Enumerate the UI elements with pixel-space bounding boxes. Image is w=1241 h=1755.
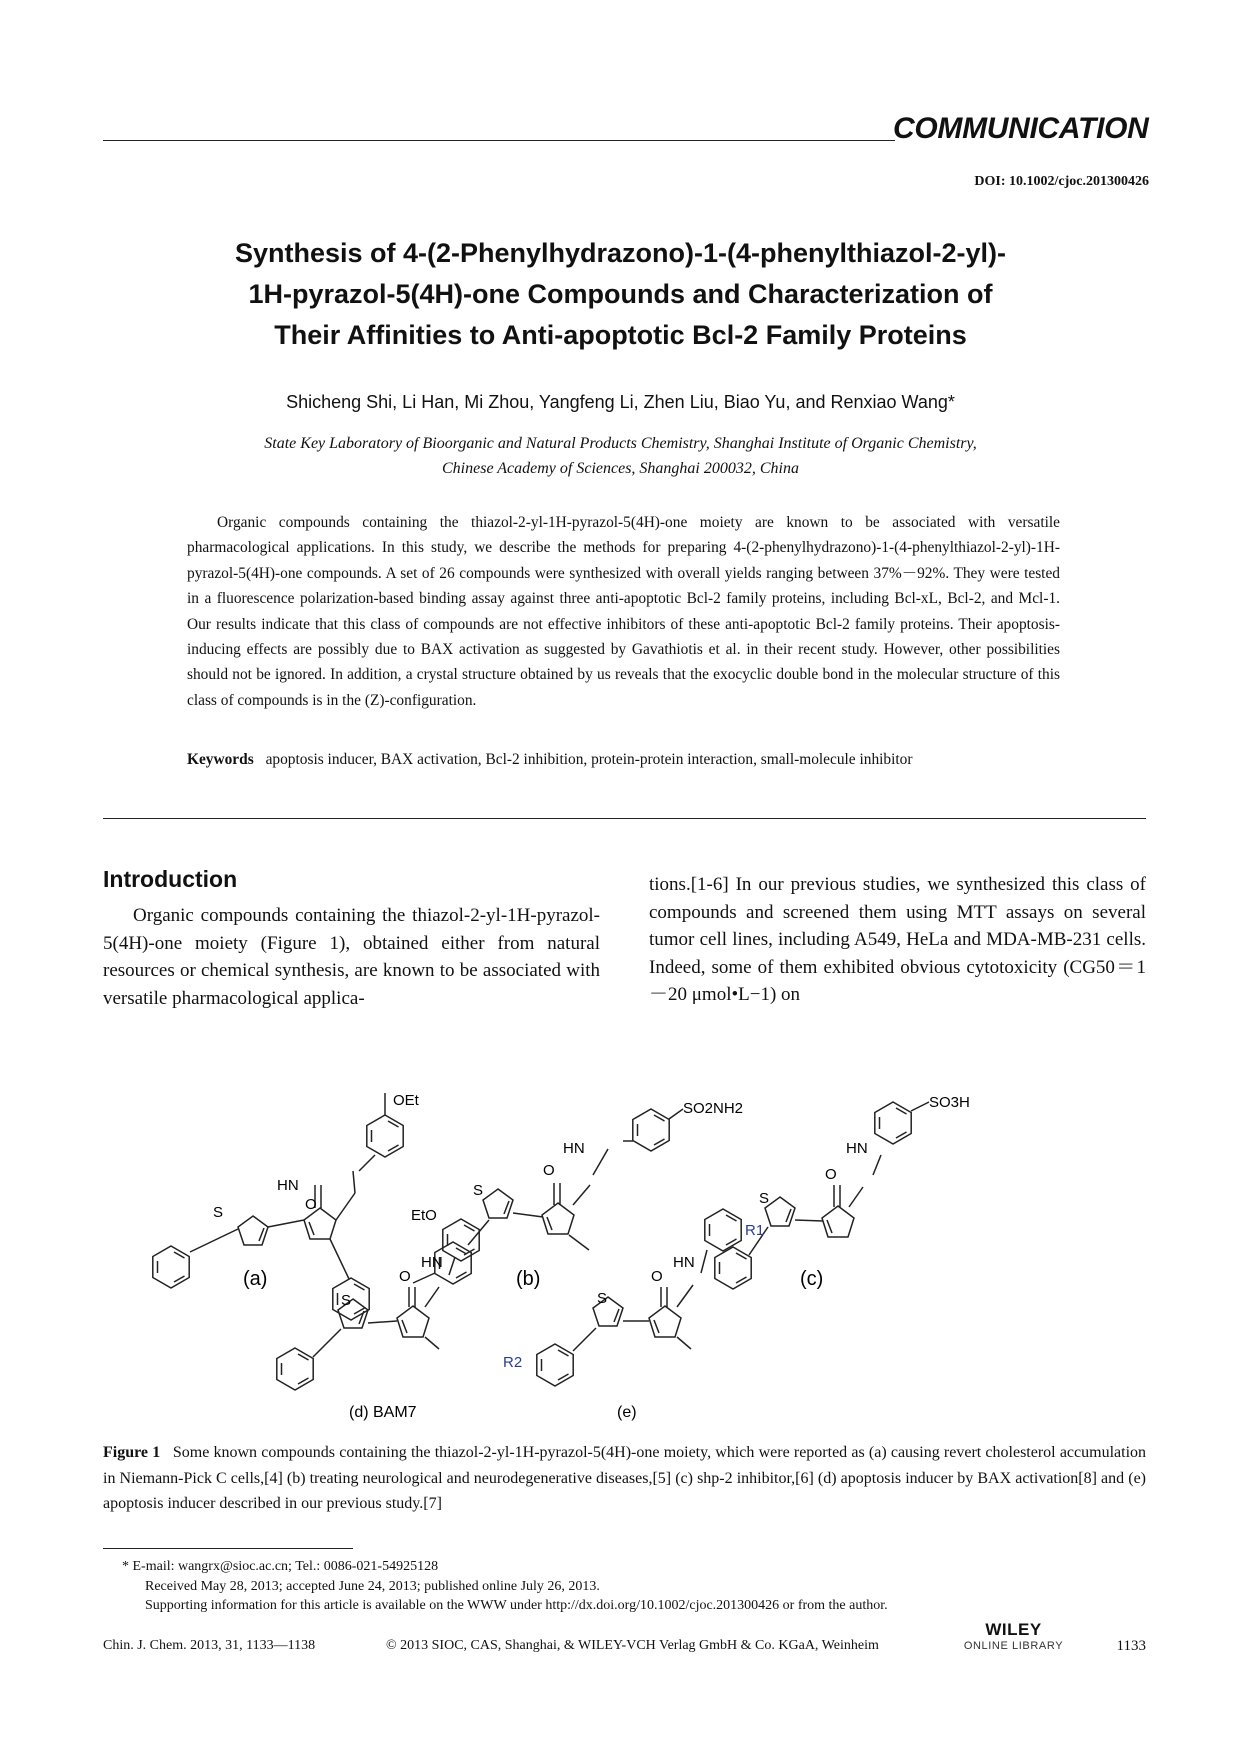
figure-label-d: (d) BAM7 — [349, 1404, 417, 1421]
label-so3h: SO3H — [929, 1094, 970, 1111]
label-hn-d: HN — [421, 1254, 443, 1271]
figure-label-c: (c) — [800, 1268, 824, 1290]
wiley-logo — [961, 1620, 1066, 1652]
label-s-e: S — [597, 1290, 608, 1307]
label-o-a: O — [305, 1196, 317, 1213]
page-number: 1133 — [1116, 1638, 1146, 1654]
label-hn-b: HN — [563, 1140, 585, 1157]
label-s-a: S — [213, 1204, 224, 1221]
introduction-heading: Introduction — [103, 866, 238, 892]
affiliation-line-2: Chinese Academy of Sciences, Shanghai 200032, China — [442, 460, 799, 477]
label-r2: R2 — [503, 1354, 523, 1371]
doi: DOI: 10.1002/cjoc.201300426 — [974, 174, 1149, 189]
label-s-c: S — [759, 1190, 770, 1207]
title-line-2: 1H-pyrazol-5(4H)-one Compounds and Characterization of — [248, 279, 993, 309]
label-hn-c: HN — [846, 1140, 868, 1157]
label-o-e: O — [651, 1268, 663, 1285]
wiley-wordmark: WILEY — [985, 1620, 1042, 1639]
abstract-divider — [103, 818, 1146, 819]
label-hn-e: HN — [673, 1254, 695, 1271]
figure-label-e: (e) — [617, 1404, 637, 1421]
abstract: Organic compounds containing the thiazol-2-yl-1H-pyrazol-5(4H)-one moiety are known to be associated with versatile pharmacological applications. In this study, we describe the methods for preparing 4-(2-phenylhydrazono)-1-(4-phenylthiazol-2-yl)-1H-pyrazol-5(4H)-one compounds. A set of 26 compounds were synthesized with overall yields ranging between 37%－92%. They were tested in a fluorescence polarization-based binding assay against three anti-apoptotic Bcl-2 family proteins, including Bcl-xL, Bcl-2, and Mcl-1. Our results indicate that this class of compounds are not effective inhibitors of these anti-apoptotic Bcl-2 family proteins. Their apoptosis-inducing effects are possibly due to BAX activation as suggested by Gavathiotis et al. in their recent study. However, other possibilities should not be ignored. In addition, a crystal structure obtained by us reveals that the exocyclic double bond in the molecular structure of this class of compounds is in the (Z)-configuration. — [187, 514, 1060, 709]
title-line-1: Synthesis of 4-(2-Phenylhydrazono)-1-(4-phenylthiazol-2-yl)- — [234, 238, 1007, 268]
copyright: © 2013 SIOC, CAS, Shanghai, & WILEY-VCH Verlag GmbH & Co. KGaA, Weinheim — [386, 1638, 879, 1653]
label-o-d: O — [399, 1268, 411, 1285]
figure-caption — [103, 1440, 1146, 1517]
label-oet: OEt — [393, 1092, 419, 1109]
affiliation — [150, 431, 1091, 481]
label-hn-a: HN — [277, 1177, 299, 1194]
structure-d-bam7 — [277, 1207, 479, 1421]
label-eto: EtO — [411, 1207, 437, 1224]
introduction-right-column: tions.[1-6] In our previous studies, we synthesized this class of compounds and screened them using MTT assays on several tumor cell lines, including A549, HeLa and MDA-MB-231 cells. Indeed, some of them exhibited obvious cytotoxicity (CG50＝1－20 μmol•L−1) on — [649, 874, 1146, 1005]
label-o-b: O — [543, 1162, 555, 1179]
keywords-text: apoptosis inducer, BAX activation, Bcl-2 inhibition, protein-protein interaction, small-molecule inhibitor — [265, 751, 913, 768]
footnote-rule — [103, 1548, 353, 1549]
figure-label-b: (b) — [516, 1268, 541, 1290]
journal-citation: Chin. J. Chem. 2013, 31, 1133—1138 — [103, 1638, 316, 1653]
structure-e — [503, 1209, 764, 1421]
label-o-c: O — [825, 1166, 837, 1183]
label-r1: R1 — [745, 1222, 765, 1239]
footnote-received: Received May 28, 2013; accepted June 24, 2013; published online July 26, 2013. — [145, 1578, 600, 1594]
figure-label-a: (a) — [243, 1268, 268, 1290]
section-label: COMMUNICATION — [893, 112, 1149, 145]
footnote-supporting: Supporting information for this article is available on the WWW under http://dx.doi.org/10.1002/cjoc.201300426 or from the author. — [145, 1598, 888, 1613]
article-title — [150, 233, 1091, 356]
keywords-label: Keywords — [187, 751, 254, 768]
author-list: Shicheng Shi, Li Han, Mi Zhou, Yangfeng Li, Zhen Liu, Biao Yu, and Renxiao Wang* — [286, 392, 955, 412]
affiliation-line-1: State Key Laboratory of Bioorganic and Natural Products Chemistry, Shanghai Institute of Organic Chemistry, — [264, 435, 977, 452]
figure-caption-label: Figure 1 — [103, 1444, 161, 1461]
label-s-b: S — [473, 1182, 484, 1199]
keywords — [187, 747, 1060, 772]
structure-a — [153, 1092, 420, 1320]
header-rule — [103, 140, 895, 141]
page-footer — [103, 1620, 1146, 1660]
structure-c — [715, 1094, 970, 1290]
figure-caption-text: Some known compounds containing the thiazol-2-yl-1H-pyrazol-5(4H)-one moiety, which were reported as (a) causing revert cholesterol accumulation in Niemann-Pick C cells,[4] (b) treating neurological and neurodegenerative diseases,[5] (c) shp-2 inhibitor,[6] (d) apoptosis inducer by BAX activation[8] and (e) apoptosis inducer described in our previous study.[7] — [103, 1444, 1147, 1512]
footnote-email: * E-mail: wangrx@sioc.ac.cn; Tel.: 0086-021-54925128 — [122, 1559, 439, 1574]
label-s-d: S — [341, 1292, 352, 1309]
footnotes — [122, 1557, 1122, 1616]
online-library-label: ONLINE LIBRARY — [963, 1640, 1064, 1652]
figure-1-structures — [103, 1045, 1146, 1425]
introduction-left-column: Organic compounds containing the thiazol-2-yl-1H-pyrazol-5(4H)-one moiety (Figure 1), obtained either from natural resources or chemical synthesis, are known to be associated with versatile pharmacological applica- — [103, 905, 600, 1009]
label-so2nh2: SO2NH2 — [683, 1100, 744, 1117]
title-line-3: Their Affinities to Anti-apoptotic Bcl-2 Family Proteins — [274, 320, 967, 350]
